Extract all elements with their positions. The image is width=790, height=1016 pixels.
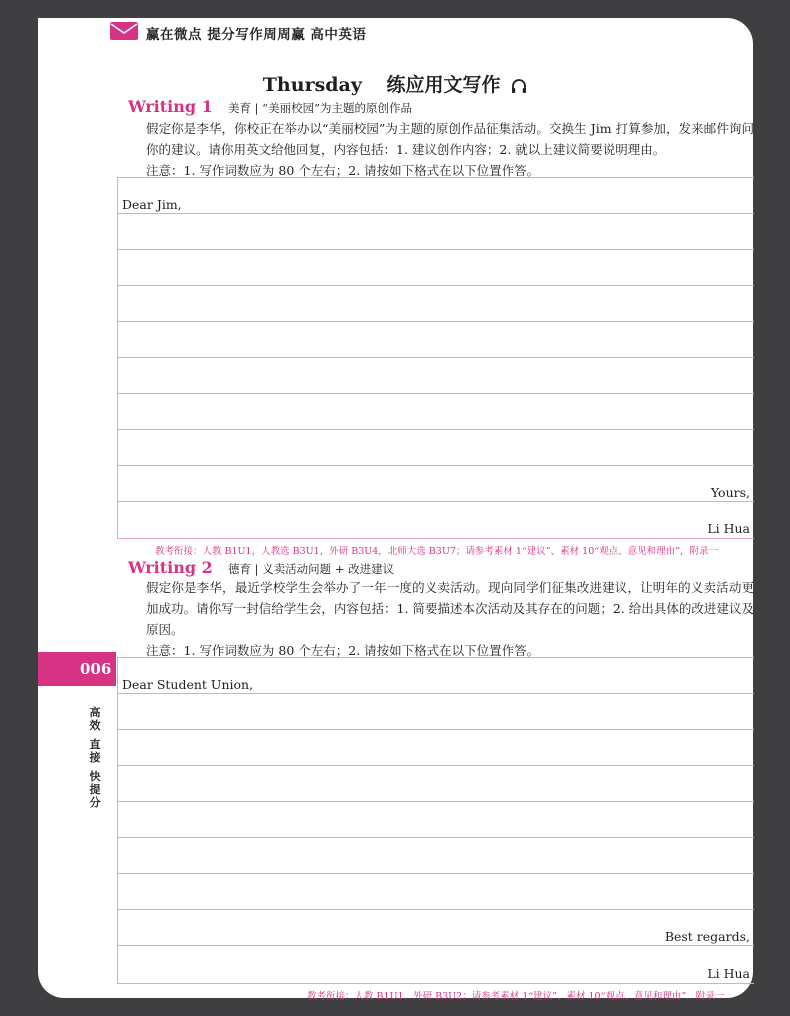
writing2-prompt-note: 注意：1. 写作词数应为 80 个左右；2. 请按如下格式在以下位置作答。 [146, 643, 540, 658]
writing2-prompt-body: 假定你是李华，最近学校学生会举办了一年一度的义卖活动。现向同学们征集改进建议，让明年的义卖活动更加成功。请你写一封信给学生会，内容包括：1. 简要描述本次活动及其存在的问题；2. 给出具体的改进建议及原因。 [146, 580, 754, 637]
rule-line [118, 693, 754, 694]
rule-line [118, 393, 754, 394]
rule-line [118, 538, 754, 539]
page-title [0, 70, 790, 97]
rule-line [118, 801, 754, 802]
writing2-prompt [128, 577, 754, 661]
rule-line [118, 285, 754, 286]
writing1-salutation: Dear Jim, [122, 197, 182, 212]
writing1-tag: 美育 | “美丽校园”为主题的原创作品 [228, 101, 412, 115]
rule-line [118, 873, 754, 874]
rule-line [118, 357, 754, 358]
side-slogan [86, 706, 104, 815]
writing2-tag: 德育 | 义卖活动问题 + 改进建议 [228, 562, 395, 576]
rule-line [118, 321, 754, 322]
slogan-part: 高效 [89, 706, 101, 732]
writing1-closing: Yours, [710, 485, 750, 500]
writing2-title: Writing 2 [128, 558, 213, 577]
writing1-prompt [128, 118, 754, 181]
page-number: 006 [80, 660, 112, 678]
day-title-zh: 练应用文写作 [386, 74, 501, 96]
writing2-salutation: Dear Student Union, [122, 677, 254, 692]
writing2-answer-area[interactable] [117, 657, 754, 984]
rule-line [118, 983, 754, 984]
rule-line [118, 729, 754, 730]
rule-line [118, 429, 754, 430]
rule-line [118, 837, 754, 838]
writing1-answer-area[interactable] [117, 177, 754, 539]
slogan-part: 快提分 [89, 770, 101, 809]
day-label: Thursday [262, 74, 362, 96]
writing1-signature: Li Hua [707, 521, 750, 536]
slogan-part: 直接 [89, 738, 101, 764]
rule-line [118, 249, 754, 250]
rule-line [118, 213, 754, 214]
series-title: 赢在微点 提分写作周周赢 高中英语 [146, 27, 367, 43]
rule-line [118, 765, 754, 766]
writing2-closing: Best regards, [664, 929, 750, 944]
rule-line [118, 909, 754, 910]
writing2-signature: Li Hua [707, 966, 750, 981]
rule-line [118, 465, 754, 466]
writing2-curriculum-note: 教考衔接：人教 B1U1，外研 B3U2；请参考素材 1“建议”、素材 10“观点、意见和理由”，附录一 [307, 991, 725, 1002]
headphones-icon [511, 78, 527, 94]
writing1-curriculum-note: 教考衔接：人教 B1U1，人教选 B3U1，外研 B3U4，北师大选 B3U7；请参考素材 1“建议”、素材 10“观点、意见和理由”，附录一 [155, 546, 718, 557]
rule-line [118, 501, 754, 502]
writing1-prompt-note: 注意：1. 写作词数应为 80 个左右；2. 请按如下格式在以下位置作答。 [146, 163, 540, 178]
writing1-title: Writing 1 [128, 97, 213, 116]
rule-line [118, 945, 754, 946]
writing1-prompt-body: 假定你是李华，你校正在举办以“美丽校园”为主题的原创作品征集活动。交换生 Jim 打算参加，发来邮件询问你的建议。请你用英文给他回复，内容包括：1. 建议创作内容；2. 就以上建议简要说明理由。 [146, 121, 754, 157]
